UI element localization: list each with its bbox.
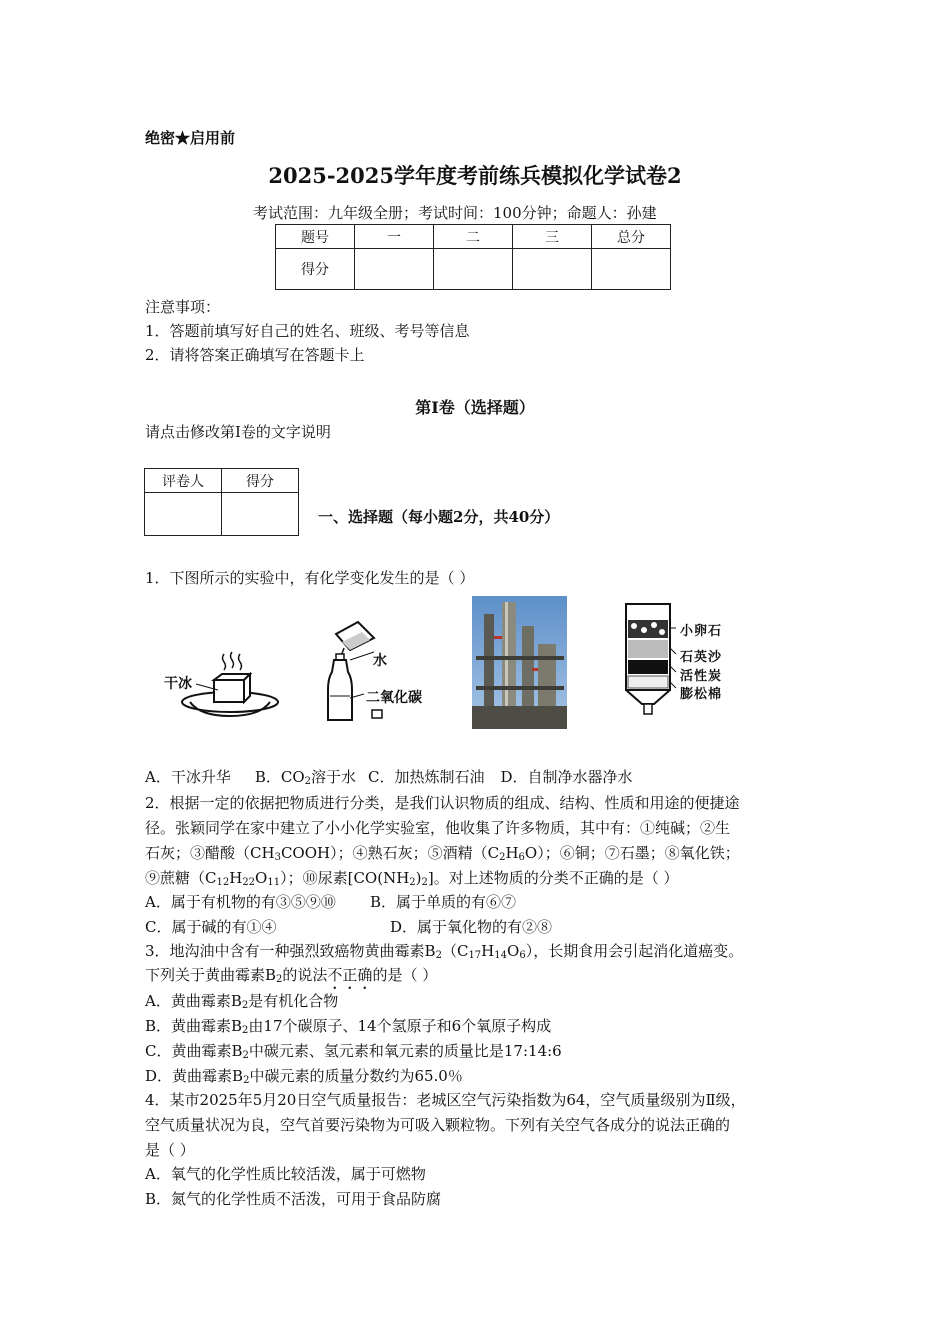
q3-option-c[interactable]: C．黄曲霉素$B_2$中碳元素、氢元素和氧元素的质量比是17:14:6 <box>145 1042 562 1061</box>
part1-title: 第I卷（选择题） <box>415 398 535 417</box>
grader-table <box>144 468 299 536</box>
part1-desc: 请点击修改第I卷的文字说明 <box>145 423 331 441</box>
grader-cell[interactable] <box>145 493 222 536</box>
q1-options <box>145 767 633 787</box>
q4-option-a[interactable]: A．氧气的化学性质比较活泼，属于可燃物 <box>145 1165 426 1183</box>
label-sand: 石英沙 <box>680 650 723 665</box>
score-cell[interactable] <box>592 249 671 290</box>
label-cotton: 膨松棉 <box>680 687 723 702</box>
grader-header: 得分 <box>222 469 299 493</box>
q4-line: 是（ ） <box>145 1141 195 1159</box>
label-co2: 二氧化碳 <box>366 690 422 706</box>
q3-option-a[interactable]: A．黄曲霉素$B_2$是有机化合物 <box>145 992 339 1011</box>
q3-line: 3．地沟油中含有一种强烈致癌物黄曲霉素$B_2(C_{17}H_{14}O_6)$，长期食用会引起消化道癌变。 <box>145 942 744 961</box>
score-cell[interactable] <box>513 249 592 290</box>
label-carbon: 活性炭 <box>680 669 723 684</box>
grader-header: 评卷人 <box>145 469 222 493</box>
q2-option-b[interactable]: B．属于单质的有⑥⑦ <box>370 893 517 911</box>
exam-subtitle: 考试范围：九年级全册；考试时间：100分钟；命题人：孙建 <box>253 204 657 222</box>
exam-title: 2025-2025学年度考前练兵模拟化学试卷2 <box>268 163 682 188</box>
label-pebbles: 小卵石 <box>680 624 723 639</box>
q2-line: 2．根据一定的依据把物质进行分类，是我们认识物质的组成、结构、性质和用途的便捷途 <box>145 794 740 812</box>
q1-option-d[interactable]: D．自制净水器净水 <box>500 768 633 786</box>
q2-option-d[interactable]: D．属于氧化物的有②⑧ <box>390 918 553 936</box>
notes-item: 1．答题前填写好自己的姓名、班级、考号等信息 <box>145 322 470 340</box>
purifier-figure <box>618 600 678 720</box>
grader-cell[interactable] <box>222 493 299 536</box>
score-cell[interactable] <box>355 249 434 290</box>
secret-label: 绝密★启用前 <box>145 129 236 147</box>
q1-option-a[interactable]: A．干冰升华 <box>145 768 231 786</box>
score-header-cell: 题号 <box>276 225 355 249</box>
q3-option-d[interactable]: D．黄曲霉素$B_2$中碳元素的质量分数约为65.0％ <box>145 1067 463 1086</box>
section1-title: 一、选择题（每小题2分，共40分） <box>318 508 560 526</box>
score-header-cell: 二 <box>434 225 513 249</box>
q2-line: 石灰；③醋酸$(CH_3COOH)$；④熟石灰；⑤酒精$(C_2H_6O)$；⑥铜；⑦石墨；⑧氧化铁； <box>145 844 740 863</box>
q4-option-b[interactable]: B．氮气的化学性质不活泼，可用于食品防腐 <box>145 1190 442 1208</box>
q2-line: 径。张颖同学在家中建立了小小化学实验室，他收集了许多物质，其中有：①纯碱；②生 <box>145 819 731 837</box>
score-row-label: 得分 <box>276 249 355 290</box>
q2-option-a[interactable]: A．属于有机物的有③⑤⑨⑩ <box>145 893 336 911</box>
q3-option-b[interactable]: B．黄曲霉素$B_2$由17个碳原子、14个氢原子和6个氧原子构成 <box>145 1017 552 1036</box>
q3-line: 下列关于黄曲霉素$B_2$的说法不正确的是（ ） <box>145 966 438 985</box>
label-dry-ice: 干冰 <box>164 676 192 692</box>
q1-stem: 1．下图所示的实验中，有化学变化发生的是（ ） <box>145 569 475 587</box>
q4-line: 空气质量状况为良，空气首要污染物为可吸入颗粒物。下列有关空气各成分的说法正确的 <box>145 1116 731 1134</box>
q2-line: ⑨蔗糖$(C_{12}H_{22}O_{11})$；⑩尿素$[CO(NH_2)_2]$。对上述物质的分类不正确的是（ ） <box>145 869 679 888</box>
score-header-cell: 一 <box>355 225 434 249</box>
q4-line: 4．某市2025年5月20日空气质量报告：老城区空气污染指数为64，空气质量级别为Ⅱ级， <box>145 1091 746 1109</box>
notes-item: 2．请将答案正确填写在答题卡上 <box>145 346 365 364</box>
q1-option-b[interactable]: B．$CO_2$溶于水 <box>254 768 357 787</box>
label-water: 水 <box>373 653 387 669</box>
q1-option-c[interactable]: C．加热炼制石油 <box>368 768 485 786</box>
q2-option-c[interactable]: C．属于碱的有①④ <box>145 918 277 936</box>
emphasis-text: 不正确 <box>327 966 373 984</box>
notes-title: 注意事项： <box>145 298 221 316</box>
score-header-cell: 总分 <box>592 225 671 249</box>
score-cell[interactable] <box>434 249 513 290</box>
score-table <box>275 224 671 290</box>
score-header-cell: 三 <box>513 225 592 249</box>
refinery-photo <box>472 596 567 729</box>
